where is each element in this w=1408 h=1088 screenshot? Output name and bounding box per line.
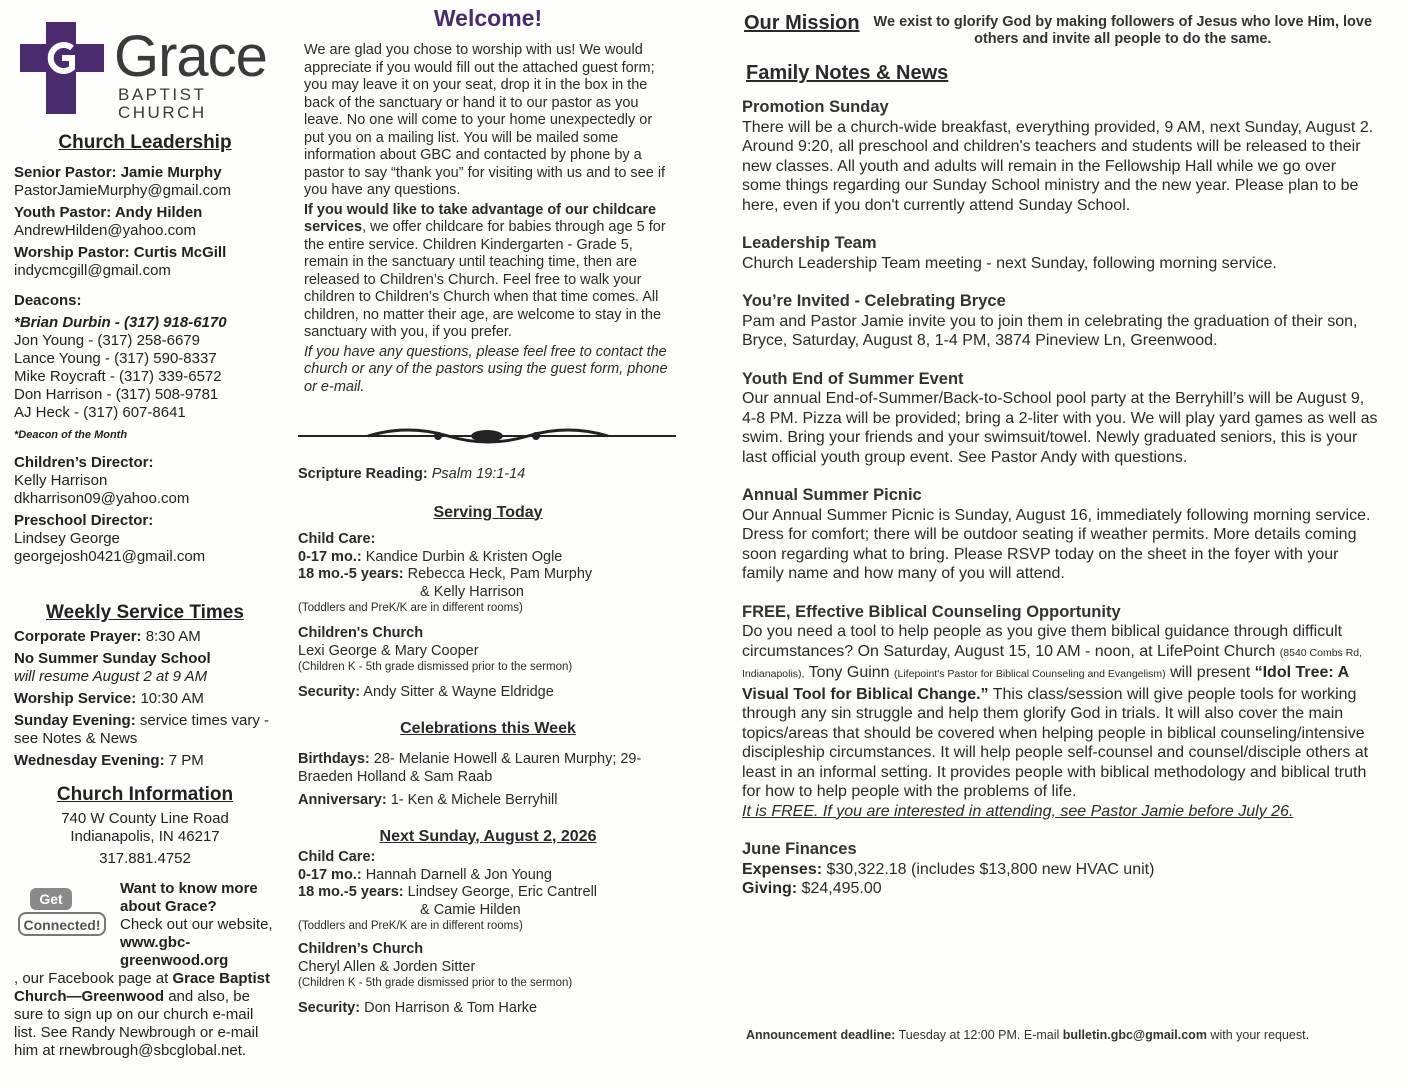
youth-heading: Youth End of Summer Event xyxy=(742,369,964,388)
youth-pastor: Youth Pastor: Andy Hilden xyxy=(14,204,203,221)
celebrations-title: Celebrations this Week xyxy=(400,719,576,737)
facebook-line: , our Facebook page at Grace Baptist Church—Greenwood and also, be sure to sign up on our church e-mail list. See Randy Newbrough or e-mail him at rnewbrough@sbcglobal.net. xyxy=(14,970,270,1059)
prayer-time: 8:30 AM xyxy=(145,628,201,645)
next-infant: Hannah Darnell & Jon Young xyxy=(365,866,552,883)
leadership-title: Church Leadership xyxy=(58,132,232,153)
childcare-paragraph: If you would like to take advantage of our childcare services, we offer childcare for babies through age 5 for the entire service. Children Kindergarten - Grade 5, remain in the sanctuary until teaching time, then are released to Children’s Church. Feel free to walk your children to Children’s Church when that time comes. All children, no matter their age, are welcome to stay in the sanctuary with you, if you prefer. xyxy=(304,201,666,340)
preschool-director-name: Lindsey George xyxy=(14,530,120,547)
serving-title: Serving Today xyxy=(433,503,543,521)
anniversary: 1- Ken & Michele Berryhill xyxy=(390,792,558,808)
cc-note: (Children K - 5th grade dismissed prior to the sermon) xyxy=(298,661,573,673)
logo-subtitle: BAPTIST CHURCH xyxy=(118,85,207,122)
birthdays: 28- Melanie Howell & Lauren Murphy; 29- Braeden Holland & Sam Raab xyxy=(298,751,642,785)
expenses: $30,322.18 (includes $13,800 new HVAC unit) xyxy=(826,860,1155,878)
deacon-item: Don Harrison - (317) 508-9781 xyxy=(14,386,219,403)
youth-pastor-email[interactable]: AndrewHilden@yahoo.com xyxy=(14,222,196,239)
announcement-deadline: Announcement deadline: Tuesday at 12:00 PM. E-mail bulletin.gbc@gmail.com with your request. xyxy=(746,1028,1310,1042)
speech-bubble-icon: Get xyxy=(30,888,72,910)
next-cc-value: Cheryl Allen & Jorden Sitter xyxy=(298,958,476,975)
counseling-free-note: It is FREE. If you are interested in attending, see Pastor Jamie before July 26. xyxy=(742,802,1294,820)
welcome-title: Welcome! xyxy=(433,5,543,31)
wednesday-label: Wednesday Evening: xyxy=(14,752,165,769)
scripture-reference: Psalm 19:1-14 xyxy=(431,466,526,482)
church-logo xyxy=(20,22,280,122)
next-cc-label: Children’s Church xyxy=(298,941,424,957)
leadership-heading: Leadership Team xyxy=(742,234,877,252)
worship-label: Worship Service: xyxy=(14,690,137,707)
youth-text: Our annual End-of-Summer/Back-to-School pool party at the Berryhill’s will be August 9, 4-8 PM. Pizza will be provided; bring a 2-liter with you. We will play yard games as well as swim. Bring your friends and your swimsuit/towel. Newly graduated seniors, this is your last official youth group event. See Pastor Andy with questions. xyxy=(742,390,1378,466)
next-toddler-cont: & Camie Hilden xyxy=(420,901,521,918)
get-connected-badge xyxy=(16,880,110,940)
promo-text: There will be a church-wide breakfast, everything provided, 9 AM, next Sunday, August 2. Around 9:20, all preschool and children's teachers and students will be released to their new classes. All youth and adults will remain in the Fellowship Hall while we go over some things regarding our Sunday School ministry and the new year. Please plan to be here, even if you don't currently attend Sunday School. xyxy=(742,118,1374,214)
serving-infant: Kandice Durbin & Kristen Ogle xyxy=(365,548,563,565)
decorative-divider-icon xyxy=(298,426,676,446)
deacon-item: *Brian Durbin - (317) 918-6170 xyxy=(14,314,227,331)
leadership-text: Church Leadership Team meeting - next Sunday, following morning service. xyxy=(742,254,1277,272)
sunday-school-label: No Summer Sunday School xyxy=(14,650,211,667)
logo-wordmark: Grace xyxy=(114,24,267,89)
serving-childcare-label: Child Care: xyxy=(298,531,376,547)
news-title: Family Notes & News xyxy=(746,62,949,84)
invite-heading: You’re Invited - Celebrating Bryce xyxy=(742,292,1006,310)
worship-pastor-email[interactable]: indycmcgill@gmail.com xyxy=(14,262,171,279)
deacon-item: Jon Young - (317) 258-6679 xyxy=(14,332,200,349)
scripture-label: Scripture Reading: xyxy=(298,466,428,482)
want-to-know: Want to know more about Grace? xyxy=(120,880,258,915)
counseling-heading: FREE, Effective Biblical Counseling Opportunity xyxy=(742,602,1121,621)
welcome-paragraph: We are glad you chose to worship with us! We would appreciate if you would fill out the attached guest form; you may leave it on your seat, drop it in the box in the back of the sanctuary or hand it to our pastor as you leave. No one will come to your home unexpectedly or put you on a mailing list. You will be mailed some information about GBC and contacted by phone by a pastor to say “thank you” for visiting with us and to see if you have any questions. xyxy=(304,42,666,198)
mission-text: We exist to glorify God by making followers of Jesus who love Him, love others and invite all people to do the same. xyxy=(873,14,1373,47)
childrens-director-label: Children’s Director: xyxy=(14,454,154,471)
deacons-label: Deacons: xyxy=(14,292,82,309)
serving-cc-value: Lexi George & Mary Cooper xyxy=(298,642,479,659)
sunday-evening-time: service times vary - see Notes & News xyxy=(14,712,270,747)
cc-note: (Children K - 5th grade dismissed prior to the sermon) xyxy=(298,977,573,989)
counseling-text: Do you need a tool to help people as you give them biblical guidance through difficult circumstances? On Saturday, August 15, 10 AM - noon, at LifePoint Church (8540 Combs Rd, Indianapolis), Tony Guinn (Lifepoint's Pastor for Biblical Counseling and Evangelism) will present “Idol Tree: A Visual Tool for Biblical Change.” This class/session will give people tools for working through any sin struggle and help them glorify God in trials. It will also cover the main topics/areas that should be covered when helping people in biblical counseling/intensive discipleship circumstances. It will help people self-counsel and counsel/disciple others at least in an informal setting. It provides people with biblical methodology and biblical truth for how to help people with the problems of life. xyxy=(742,623,1369,800)
next-childcare-label: Child Care: xyxy=(298,849,376,865)
serving-cc-label: Children's Church xyxy=(298,625,424,641)
connected-label: Connected! xyxy=(18,912,106,936)
promo-heading: Promotion Sunday xyxy=(742,98,889,116)
serving-toddler-cont: & Kelly Harrison xyxy=(420,583,524,600)
worship-pastor: Worship Pastor: Curtis McGill xyxy=(14,244,227,261)
preschool-director-email[interactable]: georgejosh0421@gmail.com xyxy=(14,548,206,565)
senior-pastor: Senior Pastor: Jamie Murphy xyxy=(14,164,222,181)
childrens-director-email[interactable]: dkharrison09@yahoo.com xyxy=(14,490,190,507)
deacon-item: Lance Young - (317) 590-8337 xyxy=(14,350,217,367)
rooms-note: (Toddlers and PreK/K are in different rooms) xyxy=(298,920,523,932)
deacon-item: AJ Heck - (317) 607-8641 xyxy=(14,404,186,421)
address-line1: 740 W County Line Road xyxy=(61,810,229,827)
service-times-title: Weekly Service Times xyxy=(46,602,244,623)
sunday-school-note: will resume August 2 at 9 AM xyxy=(14,668,208,685)
preschool-director-label: Preschool Director: xyxy=(14,512,154,529)
senior-pastor-email[interactable]: PastorJamieMurphy@gmail.com xyxy=(14,182,231,199)
cross-logo-icon xyxy=(20,22,104,114)
next-sunday-title: Next Sunday, August 2, 2026 xyxy=(379,827,597,845)
invite-text: Pam and Pastor Jamie invite you to join them in celebrating the graduation of their son, Bryce, Saturday, August 8, 1-4 PM, 3874 Pineview Ln, Greenwood. xyxy=(742,312,1358,349)
rooms-note: (Toddlers and PreK/K are in different rooms) xyxy=(298,602,523,614)
sunday-evening-label: Sunday Evening: xyxy=(14,712,136,729)
church-phone: 317.881.4752 xyxy=(99,850,191,867)
picnic-text: Our Annual Summer Picnic is Sunday, August 16, immediately following morning service. Dress for comfort; there will be outdoor seating if weather permits. More details coming soon regarding what to bring. Please RSVP today on the sheet in the foyer with your family name and how many of you will attend. xyxy=(742,506,1371,582)
next-toddler: Lindsey George, Eric Cantrell xyxy=(407,884,598,900)
deacon-note: *Deacon of the Month xyxy=(14,429,128,441)
finances-heading: June Finances xyxy=(742,840,857,858)
wednesday-time: 7 PM xyxy=(168,752,204,769)
website-link[interactable]: www.gbc-greenwood.org xyxy=(120,934,229,969)
mission-title: Our Mission xyxy=(744,12,860,34)
address-line2: Indianapolis, IN 46217 xyxy=(70,828,220,845)
worship-time: 10:30 AM xyxy=(140,690,204,707)
serving-security: Andy Sitter & Wayne Eldridge xyxy=(363,684,554,700)
childrens-director-name: Kelly Harrison xyxy=(14,472,108,489)
prayer-label: Corporate Prayer: xyxy=(14,628,142,645)
next-security: Don Harrison & Tom Harke xyxy=(364,1000,538,1016)
giving: $24,495.00 xyxy=(801,880,882,897)
serving-toddler: Rebecca Heck, Pam Murphy xyxy=(407,566,593,582)
check-out-text: Check out our website, xyxy=(120,916,273,933)
questions-paragraph: If you have any questions, please feel free to contact the church or any of the pastors using the guest form, phone or e-mail. xyxy=(304,343,668,395)
church-info-title: Church Information xyxy=(56,784,234,805)
bulletin-email[interactable]: bulletin.gbc@gmail.com xyxy=(1062,1028,1207,1042)
deacon-item: Mike Roycraft - (317) 339-6572 xyxy=(14,368,222,385)
facebook-page[interactable]: Grace Baptist Church—Greenwood xyxy=(14,970,270,1005)
picnic-heading: Annual Summer Picnic xyxy=(742,486,922,504)
